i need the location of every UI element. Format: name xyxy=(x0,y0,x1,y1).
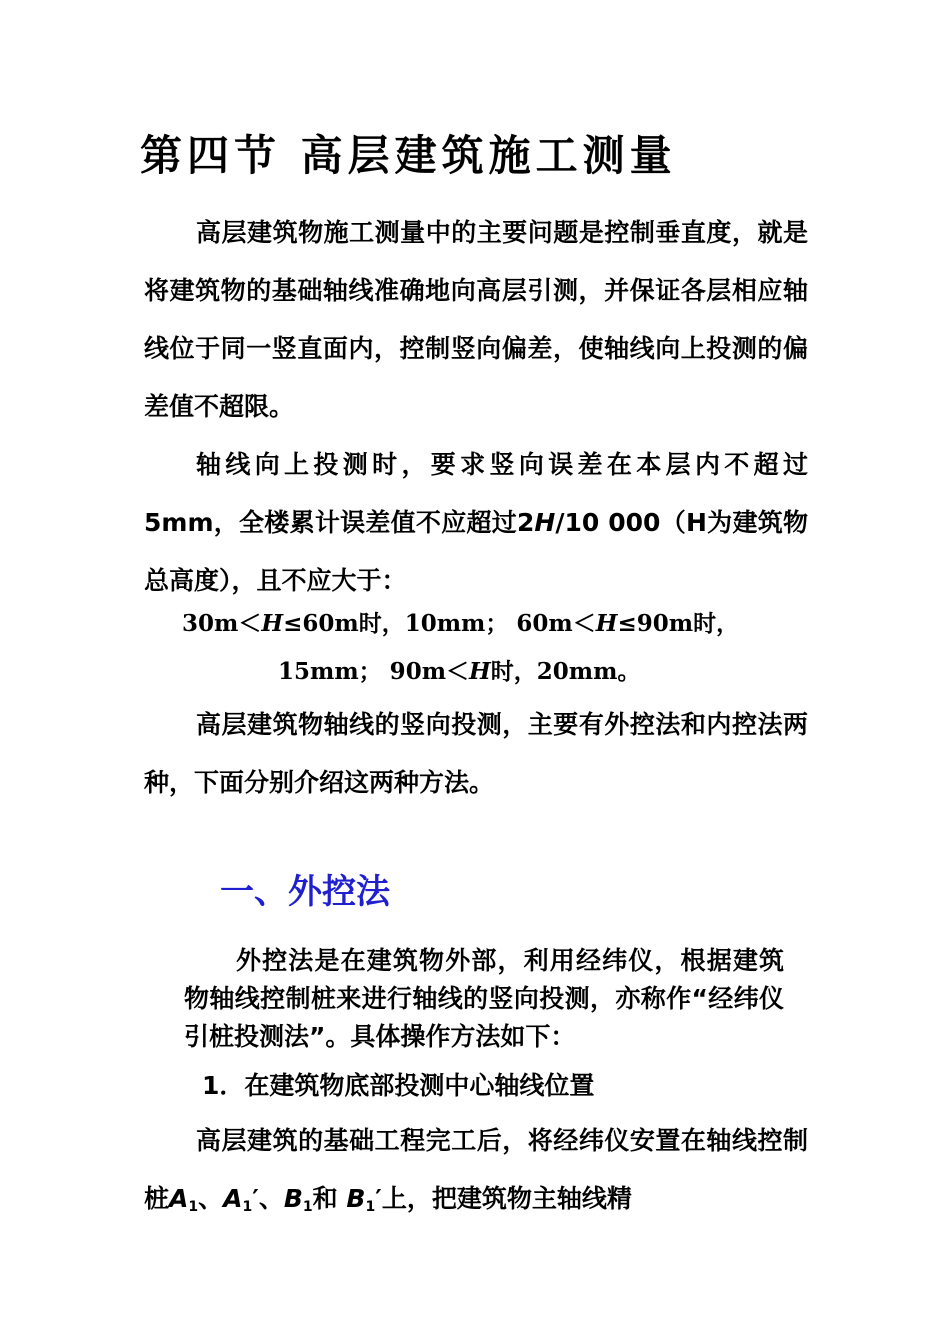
sub-a1: 1 xyxy=(188,1199,199,1215)
prime-b: ′ xyxy=(375,1184,382,1213)
sep-2: 、 xyxy=(258,1184,284,1213)
intro-text-2 xyxy=(144,436,808,610)
page-title: 第四节 高层建筑施工测量 xyxy=(140,131,677,180)
sub-a1-prime: 1 xyxy=(242,1199,253,1215)
section-text-2-b: 上，把建筑物主轴线精 xyxy=(381,1184,632,1213)
formula-1-a: 30m＜ xyxy=(182,610,262,637)
formula-line-2 xyxy=(278,648,640,696)
intro-paragraph-3 xyxy=(144,696,808,812)
intro-text-3: 高层建筑物轴线的竖向投测，主要有外控法和内控法两种，下面分别介绍这两种方法。 xyxy=(144,710,808,797)
sep-1: 、 xyxy=(198,1184,224,1213)
sub-b1-prime: 1 xyxy=(365,1199,376,1215)
var-b1: B xyxy=(283,1184,303,1213)
sub-b1: 1 xyxy=(302,1199,313,1215)
section-heading: 一、外控法 xyxy=(220,872,390,912)
section-text-2-a: 高层建筑的基础工程完工后，将经纬仪安置在轴线控制桩 xyxy=(144,1126,808,1213)
intro-text-1: 高层建筑物施工测量中的主要问题是控制垂直度，就是将建筑物的基础轴线准确地向高层引测，并保证各层相应轴线位于同一竖直面内，控制竖向偏差，使轴线向上投测的偏差值不超限。 xyxy=(144,218,808,421)
tolerance-text-a: 轴线向上投测时，要求竖向误差在本层内不超过5mm，全楼累计误差值不应超过2 xyxy=(144,450,808,537)
section-paragraph-2 xyxy=(144,1112,808,1236)
formula-line-1 xyxy=(182,600,739,648)
height-variable: H xyxy=(534,508,556,537)
formula-1-c: ≤90m时， xyxy=(617,610,740,637)
formula-1-var2: H xyxy=(595,610,618,637)
var-a1: A xyxy=(169,1184,189,1213)
formula-1-var: H xyxy=(261,610,284,637)
section-paragraph-1 xyxy=(184,942,784,1056)
var-b1-prime: B xyxy=(346,1184,366,1213)
formula-2-a: 15mm； 90m＜ xyxy=(278,658,470,685)
section-text-2 xyxy=(144,1112,808,1236)
section-text-1: 外控法是在建筑物外部，利用经纬仪，根据建筑物轴线控制桩来进行轴线的竖向投测，亦称作“经纬仪引桩投测法”。具体操作方法如下： xyxy=(184,946,784,1051)
formula-2-b: 时，20mm。 xyxy=(490,658,641,685)
tolerance-text-b: /10 000（H为建筑物总高度），且不应大于： xyxy=(144,508,808,595)
formula-1-b: ≤60m时，10mm； 60m＜ xyxy=(283,610,596,637)
subheading-1: 1．在建筑物底部投测中心轴线位置 xyxy=(202,1071,595,1100)
and-word: 和 xyxy=(312,1184,338,1213)
intro-paragraph-2 xyxy=(144,436,808,610)
formula-2-var: H xyxy=(469,658,491,685)
intro-paragraph-1 xyxy=(144,204,808,436)
prime-a: ′ xyxy=(252,1184,259,1213)
var-a1-prime: A xyxy=(223,1184,243,1213)
